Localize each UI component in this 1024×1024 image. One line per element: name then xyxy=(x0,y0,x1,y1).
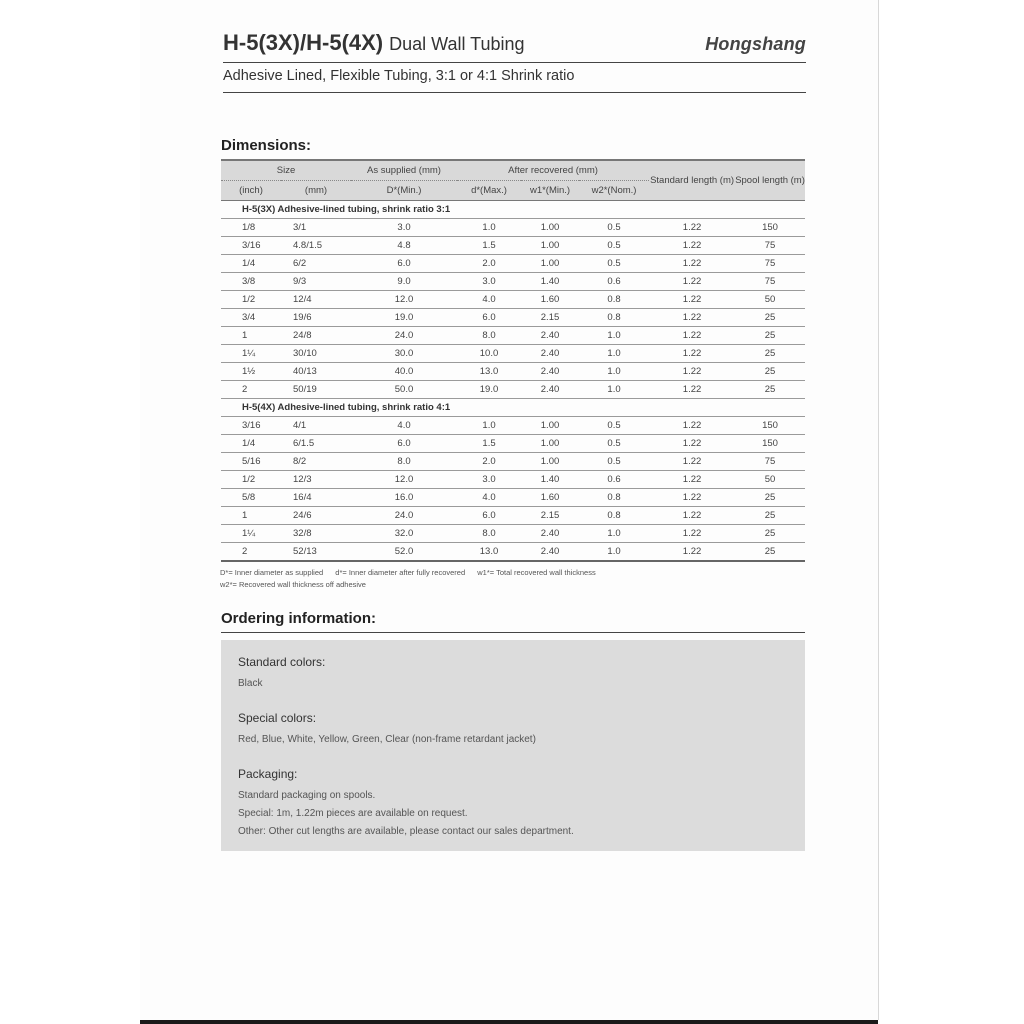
cell-w2-nom: 0.5 xyxy=(579,435,649,453)
cell-spool-length: 75 xyxy=(735,273,805,291)
cell-inch: 2 xyxy=(221,543,281,562)
table-group-header xyxy=(221,201,805,219)
title-row xyxy=(223,28,806,63)
cell-standard-length: 1.22 xyxy=(649,327,735,345)
cell-spool-length: 50 xyxy=(735,291,805,309)
cell-mm: 6/1.5 xyxy=(281,435,351,453)
cell-inch: 1¼ xyxy=(221,525,281,543)
cell-inch: 1/2 xyxy=(221,471,281,489)
cell-spool-length: 25 xyxy=(735,489,805,507)
cell-spool-length: 25 xyxy=(735,327,805,345)
cell-standard-length: 1.22 xyxy=(649,507,735,525)
cell-d-max: 6.0 xyxy=(457,507,521,525)
cell-standard-length: 1.22 xyxy=(649,489,735,507)
cell-w1-min: 1.40 xyxy=(521,471,579,489)
cell-standard-length: 1.22 xyxy=(649,237,735,255)
table-row xyxy=(221,255,805,273)
cell-w2-nom: 1.0 xyxy=(579,363,649,381)
cell-w2-nom: 1.0 xyxy=(579,345,649,363)
dimensions-table xyxy=(221,159,805,562)
header-after-recovered: After recovered (mm) xyxy=(457,160,649,181)
cell-w1-min: 2.15 xyxy=(521,309,579,327)
dimensions-table-body xyxy=(221,201,805,562)
dimensions-heading: Dimensions: xyxy=(221,137,312,154)
cell-d-max: 10.0 xyxy=(457,345,521,363)
cell-mm: 24/8 xyxy=(281,327,351,345)
ordering-box xyxy=(221,640,805,851)
cell-w1-min: 2.40 xyxy=(521,381,579,399)
header-d-max: d*(Max.) xyxy=(457,181,521,201)
packaging-line: Special: 1m, 1.22m pieces are available on request. xyxy=(238,808,468,819)
cell-d-max: 13.0 xyxy=(457,543,521,562)
cell-w1-min: 2.40 xyxy=(521,345,579,363)
cell-spool-length: 25 xyxy=(735,363,805,381)
cell-inch: 3/16 xyxy=(221,417,281,435)
special-colors-label: Special colors: xyxy=(238,711,317,725)
table-row xyxy=(221,435,805,453)
cell-w2-nom: 0.5 xyxy=(579,417,649,435)
footnote: D*= Inner diameter as supplied xyxy=(220,568,324,577)
cell-spool-length: 25 xyxy=(735,507,805,525)
cell-d-max: 19.0 xyxy=(457,381,521,399)
packaging-line: Standard packaging on spools. xyxy=(238,790,376,801)
cell-spool-length: 25 xyxy=(735,543,805,562)
table-row xyxy=(221,381,805,399)
page-title xyxy=(223,30,525,56)
cell-spool-length: 75 xyxy=(735,255,805,273)
cell-d-max: 8.0 xyxy=(457,327,521,345)
cell-inch: 1/4 xyxy=(221,255,281,273)
cell-w2-nom: 1.0 xyxy=(579,525,649,543)
cell-inch: 1 xyxy=(221,507,281,525)
header-inch: (inch) xyxy=(221,181,281,201)
cell-w1-min: 1.00 xyxy=(521,237,579,255)
standard-colors-section xyxy=(238,655,325,693)
cell-D-min: 32.0 xyxy=(351,525,457,543)
table-row xyxy=(221,507,805,525)
cell-spool-length: 150 xyxy=(735,417,805,435)
cell-mm: 52/13 xyxy=(281,543,351,562)
cell-d-max: 13.0 xyxy=(457,363,521,381)
cell-w1-min: 2.40 xyxy=(521,363,579,381)
footnotes xyxy=(220,567,606,591)
table-row xyxy=(221,543,805,562)
cell-inch: 3/16 xyxy=(221,237,281,255)
product-name: Dual Wall Tubing xyxy=(389,34,525,54)
cell-standard-length: 1.22 xyxy=(649,471,735,489)
cell-spool-length: 75 xyxy=(735,453,805,471)
cell-inch: 1 xyxy=(221,327,281,345)
table-row xyxy=(221,417,805,435)
cell-standard-length: 1.22 xyxy=(649,291,735,309)
cell-w1-min: 1.00 xyxy=(521,453,579,471)
cell-d-max: 1.0 xyxy=(457,417,521,435)
footnote: w1*= Total recovered wall thickness xyxy=(477,568,596,577)
cell-w1-min: 2.40 xyxy=(521,327,579,345)
cell-D-min: 19.0 xyxy=(351,309,457,327)
cell-w2-nom: 0.6 xyxy=(579,471,649,489)
table-row xyxy=(221,273,805,291)
subtitle: Adhesive Lined, Flexible Tubing, 3:1 or 4:1 Shrink ratio xyxy=(223,68,806,93)
footnote: d*= Inner diameter after fully recovered xyxy=(335,568,466,577)
cell-w1-min: 2.15 xyxy=(521,507,579,525)
cell-w1-min: 1.60 xyxy=(521,489,579,507)
table-row xyxy=(221,345,805,363)
standard-colors-value: Black xyxy=(238,678,263,689)
cell-inch: 1¼ xyxy=(221,345,281,363)
cell-standard-length: 1.22 xyxy=(649,417,735,435)
cell-d-max: 6.0 xyxy=(457,309,521,327)
cell-spool-length: 150 xyxy=(735,219,805,237)
cell-w2-nom: 0.5 xyxy=(579,237,649,255)
cell-D-min: 16.0 xyxy=(351,489,457,507)
cell-standard-length: 1.22 xyxy=(649,453,735,471)
cell-w2-nom: 1.0 xyxy=(579,327,649,345)
cell-w1-min: 1.00 xyxy=(521,255,579,273)
cell-w2-nom: 0.6 xyxy=(579,273,649,291)
cell-d-max: 3.0 xyxy=(457,471,521,489)
cell-standard-length: 1.22 xyxy=(649,543,735,562)
table-row xyxy=(221,309,805,327)
cell-mm: 4/1 xyxy=(281,417,351,435)
cell-standard-length: 1.22 xyxy=(649,273,735,291)
cell-D-min: 40.0 xyxy=(351,363,457,381)
packaging-line: Other: Other cut lengths are available, please contact our sales department. xyxy=(238,826,574,837)
table-row xyxy=(221,291,805,309)
table-row xyxy=(221,219,805,237)
cell-mm: 8/2 xyxy=(281,453,351,471)
standard-colors-label: Standard colors: xyxy=(238,655,326,669)
header-w1-min: w1*(Min.) xyxy=(521,181,579,201)
header-D-min: D*(Min.) xyxy=(351,181,457,201)
cell-D-min: 30.0 xyxy=(351,345,457,363)
cell-standard-length: 1.22 xyxy=(649,525,735,543)
cell-inch: 3/8 xyxy=(221,273,281,291)
ordering-heading: Ordering information: xyxy=(221,610,805,633)
special-colors-value: Red, Blue, White, Yellow, Green, Clear (non-frame retardant jacket) xyxy=(238,734,536,745)
packaging-section xyxy=(238,767,574,841)
header-standard-length: Standard length (m) xyxy=(649,160,735,201)
cell-D-min: 12.0 xyxy=(351,291,457,309)
product-code: H-5(3X)/H-5(4X) xyxy=(223,30,384,55)
cell-inch: 1½ xyxy=(221,363,281,381)
cell-standard-length: 1.22 xyxy=(649,435,735,453)
cell-d-max: 1.5 xyxy=(457,237,521,255)
cell-spool-length: 25 xyxy=(735,525,805,543)
cell-w1-min: 2.40 xyxy=(521,525,579,543)
cell-spool-length: 150 xyxy=(735,435,805,453)
cell-w1-min: 1.00 xyxy=(521,417,579,435)
cell-d-max: 4.0 xyxy=(457,489,521,507)
cell-D-min: 24.0 xyxy=(351,507,457,525)
cell-mm: 12/3 xyxy=(281,471,351,489)
cell-mm: 32/8 xyxy=(281,525,351,543)
cell-mm: 24/6 xyxy=(281,507,351,525)
packaging-label: Packaging: xyxy=(238,767,298,781)
cell-w2-nom: 0.8 xyxy=(579,291,649,309)
special-colors-section xyxy=(238,711,536,749)
cell-D-min: 6.0 xyxy=(351,255,457,273)
cell-w2-nom: 0.8 xyxy=(579,507,649,525)
header-as-supplied: As supplied (mm) xyxy=(351,160,457,181)
header-mm: (mm) xyxy=(281,181,351,201)
cell-w2-nom: 1.0 xyxy=(579,381,649,399)
cell-w2-nom: 0.8 xyxy=(579,489,649,507)
cell-d-max: 8.0 xyxy=(457,525,521,543)
cell-mm: 3/1 xyxy=(281,219,351,237)
cell-w2-nom: 0.5 xyxy=(579,453,649,471)
cell-D-min: 50.0 xyxy=(351,381,457,399)
cell-mm: 50/19 xyxy=(281,381,351,399)
cell-d-max: 4.0 xyxy=(457,291,521,309)
cell-mm: 16/4 xyxy=(281,489,351,507)
cell-w1-min: 1.00 xyxy=(521,219,579,237)
cell-inch: 1/8 xyxy=(221,219,281,237)
cell-inch: 2 xyxy=(221,381,281,399)
header-spool-length: Spool length (m) xyxy=(735,160,805,201)
cell-d-max: 1.5 xyxy=(457,435,521,453)
table-row xyxy=(221,471,805,489)
footnote: w2*= Recovered wall thickness off adhesive xyxy=(220,580,366,589)
cell-standard-length: 1.22 xyxy=(649,345,735,363)
cell-spool-length: 25 xyxy=(735,309,805,327)
cell-D-min: 4.8 xyxy=(351,237,457,255)
cell-w1-min: 1.40 xyxy=(521,273,579,291)
cell-w2-nom: 0.5 xyxy=(579,255,649,273)
table-group-header xyxy=(221,399,805,417)
cell-mm: 4.8/1.5 xyxy=(281,237,351,255)
cell-standard-length: 1.22 xyxy=(649,219,735,237)
cell-w2-nom: 0.5 xyxy=(579,219,649,237)
cell-w2-nom: 0.8 xyxy=(579,309,649,327)
cell-inch: 1/2 xyxy=(221,291,281,309)
cell-w1-min: 2.40 xyxy=(521,543,579,562)
cell-standard-length: 1.22 xyxy=(649,363,735,381)
cell-D-min: 4.0 xyxy=(351,417,457,435)
table-row xyxy=(221,453,805,471)
cell-mm: 40/13 xyxy=(281,363,351,381)
group-title: H-5(3X) Adhesive-lined tubing, shrink ratio 3:1 xyxy=(221,201,805,219)
cell-spool-length: 50 xyxy=(735,471,805,489)
cell-mm: 12/4 xyxy=(281,291,351,309)
cell-inch: 5/16 xyxy=(221,453,281,471)
cell-spool-length: 25 xyxy=(735,345,805,363)
header-w2-nom: w2*(Nom.) xyxy=(579,181,649,201)
cell-D-min: 6.0 xyxy=(351,435,457,453)
cell-D-min: 9.0 xyxy=(351,273,457,291)
cell-D-min: 24.0 xyxy=(351,327,457,345)
cell-mm: 9/3 xyxy=(281,273,351,291)
group-title: H-5(4X) Adhesive-lined tubing, shrink ratio 4:1 xyxy=(221,399,805,417)
cell-D-min: 8.0 xyxy=(351,453,457,471)
table-row xyxy=(221,525,805,543)
cell-d-max: 1.0 xyxy=(457,219,521,237)
cell-standard-length: 1.22 xyxy=(649,309,735,327)
cell-standard-length: 1.22 xyxy=(649,255,735,273)
cell-standard-length: 1.22 xyxy=(649,381,735,399)
table-row xyxy=(221,237,805,255)
header-size: Size xyxy=(221,160,351,181)
cell-D-min: 3.0 xyxy=(351,219,457,237)
brand-logo: Hongshang xyxy=(705,34,806,54)
cell-w2-nom: 1.0 xyxy=(579,543,649,562)
table-row xyxy=(221,327,805,345)
cell-D-min: 52.0 xyxy=(351,543,457,562)
table-row xyxy=(221,489,805,507)
cell-mm: 30/10 xyxy=(281,345,351,363)
cell-mm: 6/2 xyxy=(281,255,351,273)
cell-inch: 3/4 xyxy=(221,309,281,327)
cell-d-max: 2.0 xyxy=(457,453,521,471)
cell-w1-min: 1.00 xyxy=(521,435,579,453)
cell-inch: 5/8 xyxy=(221,489,281,507)
cell-mm: 19/6 xyxy=(281,309,351,327)
scan-edge xyxy=(140,1020,878,1024)
cell-d-max: 3.0 xyxy=(457,273,521,291)
table-row xyxy=(221,363,805,381)
cell-d-max: 2.0 xyxy=(457,255,521,273)
cell-spool-length: 75 xyxy=(735,237,805,255)
cell-spool-length: 25 xyxy=(735,381,805,399)
cell-inch: 1/4 xyxy=(221,435,281,453)
cell-D-min: 12.0 xyxy=(351,471,457,489)
cell-w1-min: 1.60 xyxy=(521,291,579,309)
